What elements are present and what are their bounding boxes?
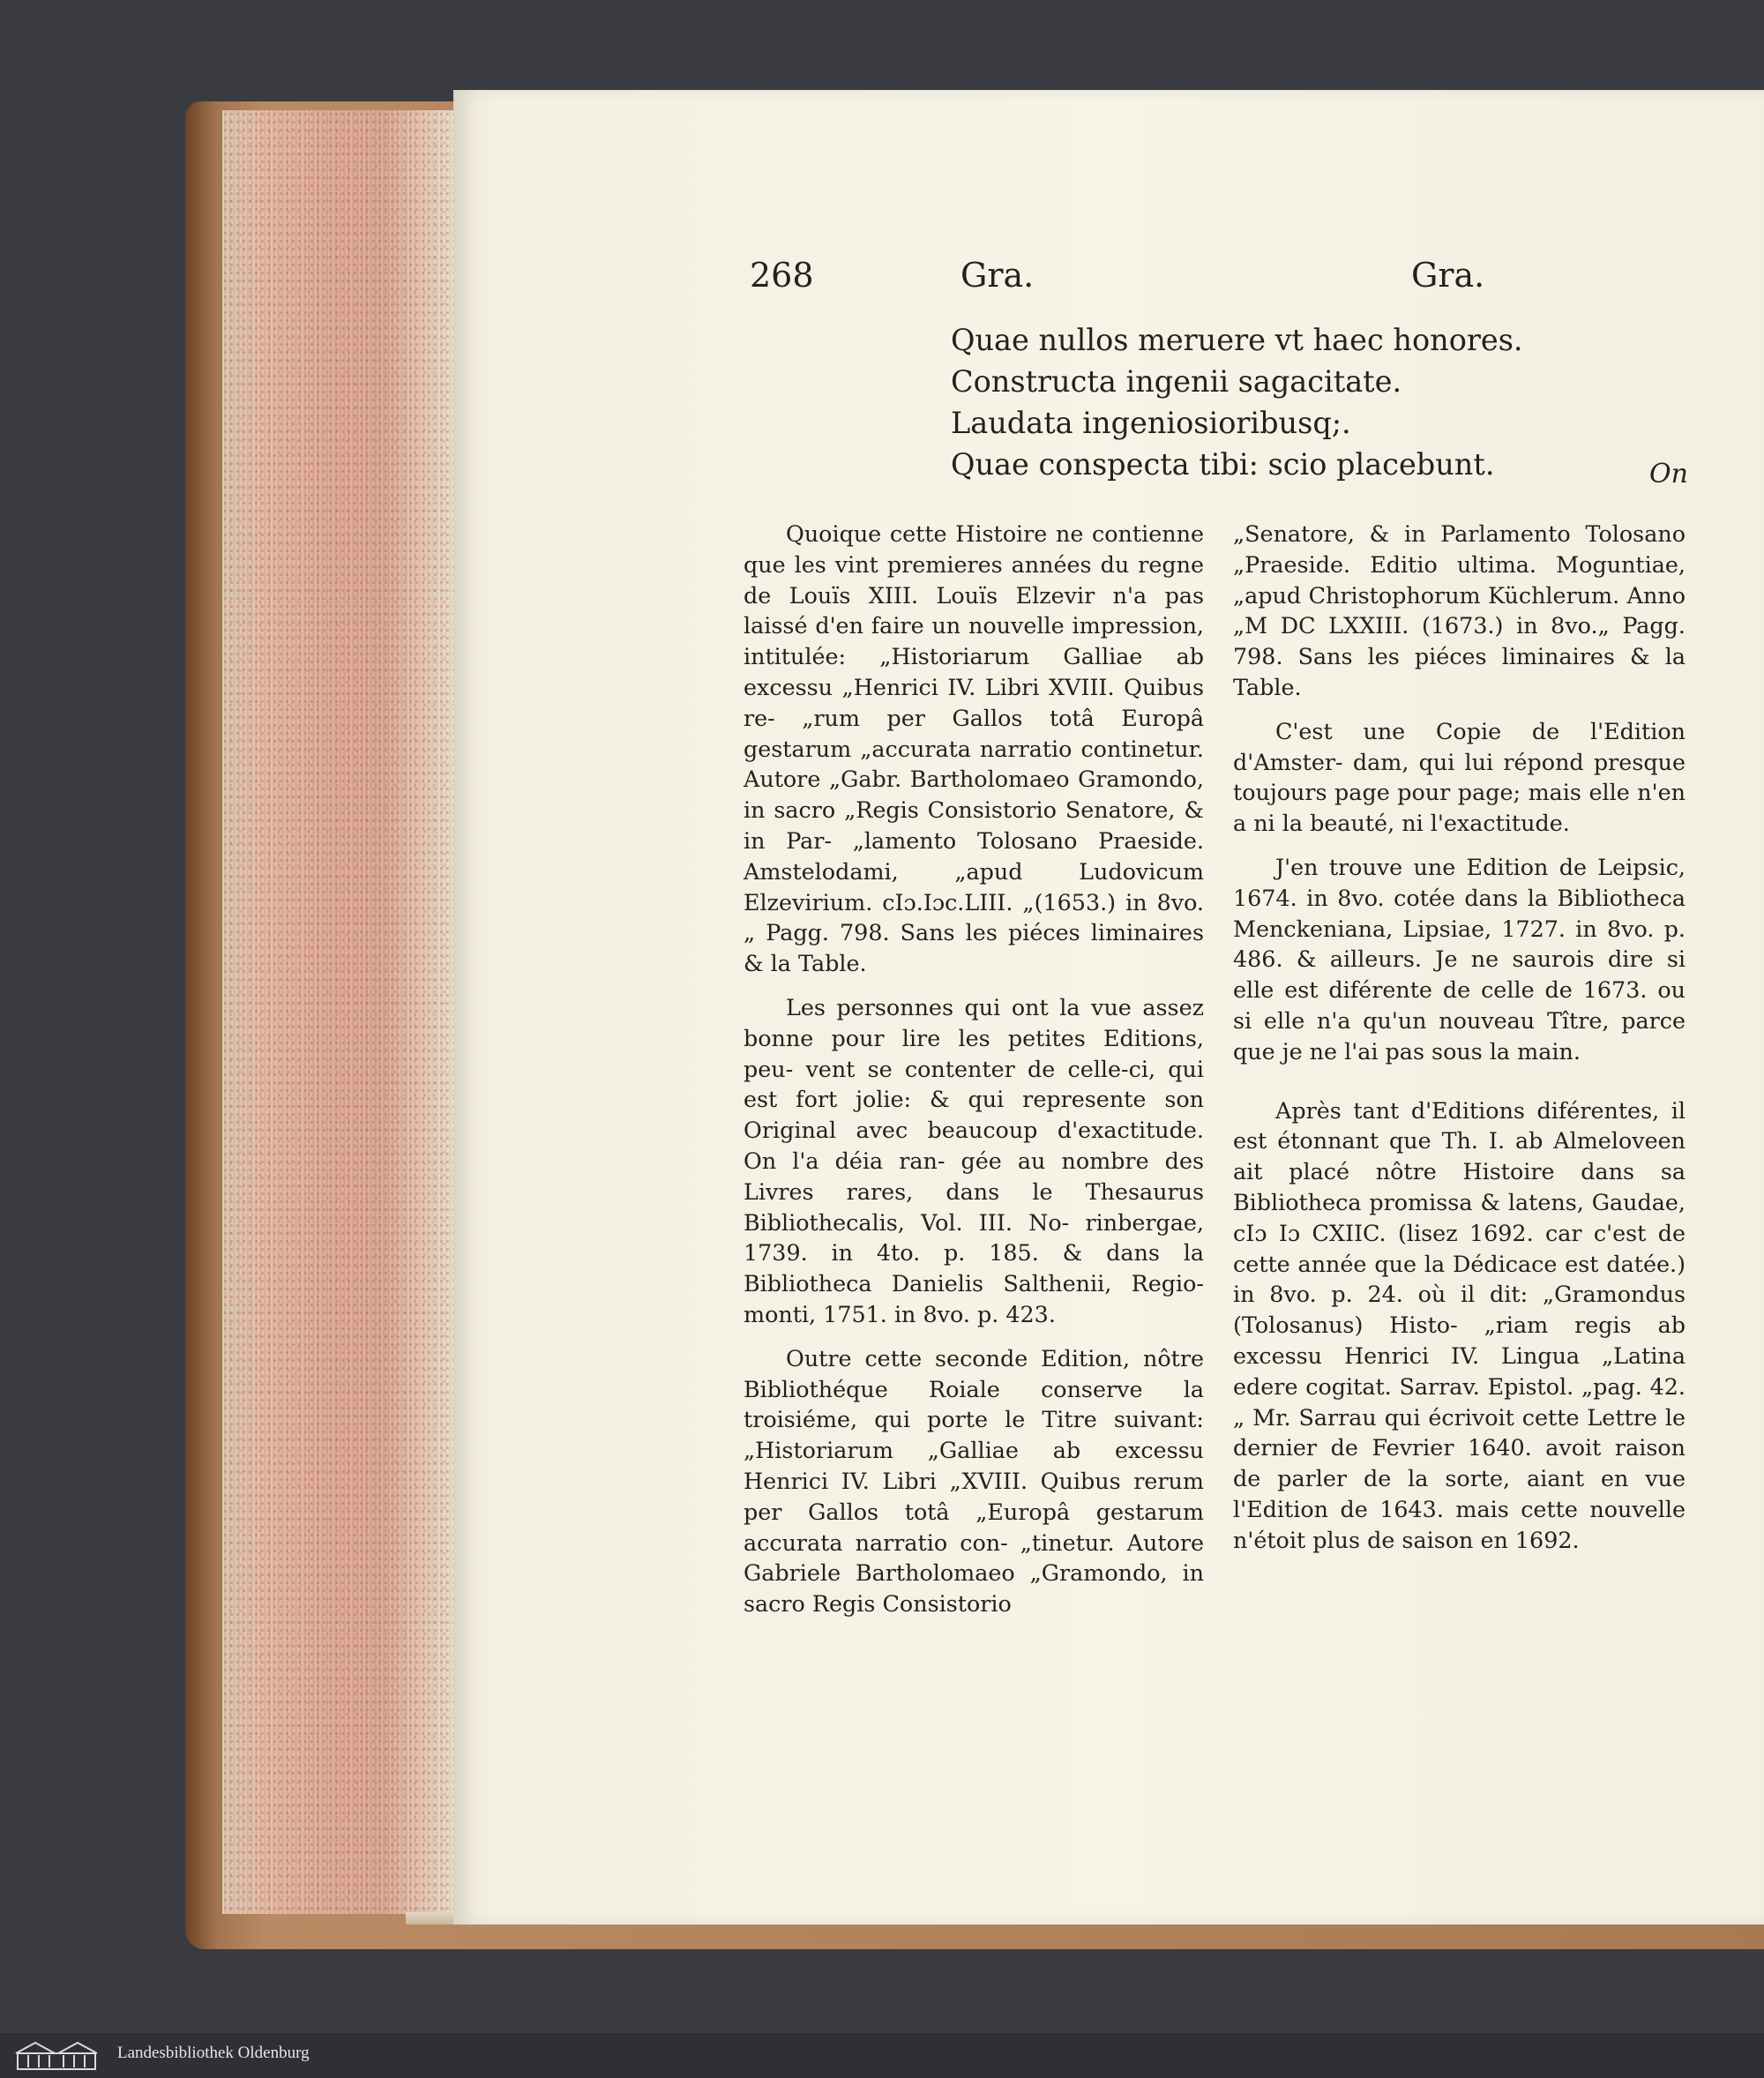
paragraph: Quoique cette Histoire ne contienne que les vint premieres années du regne de Louïs XIII. Louïs Elzevir n'a pas laissé d'en faire un nouvelle impression, intitulée: „Historiarum Galliae ab excessu „Henrici IV. Libri XVIII. Quibus re- „rum per Gallos totâ Europâ gestarum „accurata narratio continetur. Autore „Gabr. Bartholomaeo Gramondo, in sacro „Regis Consistorio Senatore, & in Par- „lamento Tolosano Praeside. Amstelodami, „apud Ludovicum Elzevirium. cIɔ.Iɔc.LIII. „(1653.) in 8vo. „ Pagg. 798. Sans les piéces liminaires & la Table. <box>744 520 1204 977</box>
poem-line: Constructa ingenii sagacitate. <box>951 364 1402 399</box>
catchword: On <box>1649 459 1688 490</box>
paragraph: Outre cette seconde Edition, nôtre Bibliothéque Roiale conserve la troisiéme, qui porte le Titre suivant: „Historiarum „Galliae ab excessu Henrici IV. Libri „XVIII. Quibus rerum per Gallos totâ „Europâ gestarum accurata narratio con- „tinetur. Autore Gabriele Bartholomaeo „Gramondo, in sacro Regis Consistorio <box>744 1344 1204 1618</box>
library-building-icon <box>12 2037 104 2073</box>
poem-line: Quae conspecta tibi: scio placebunt. <box>951 447 1495 482</box>
right-column <box>1233 519 1686 1556</box>
poem-line: Laudata ingeniosioribusq;. <box>951 406 1351 440</box>
poem-line: Quae nullos meruere vt haec honores. <box>951 323 1523 357</box>
paragraph: C'est une Copie de l'Edition d'Amster- dam, qui lui répond presque toujours page pour page; mais elle n'en a ni la beauté, ni l'exactitude. <box>1233 717 1686 837</box>
page-edge-red-speckled <box>222 110 453 1914</box>
paragraph: J'en trouve une Edition de Leipsic, 1674. in 8vo. cotée dans la Bibliotheca Menckeniana, Lipsiae, 1727. in 8vo. p. 486. & ailleurs. Je ne saurois dire si elle est diférente de celle de 1673. ou si elle n'a qu'un nouveau Tître, parce que je ne l'ai pas sous la main. <box>1233 853 1686 1065</box>
poem-block <box>951 319 1523 485</box>
running-head-left: Gra. <box>960 256 1035 295</box>
paragraph: „Senatore, & in Parlamento Tolosano „Praeside. Editio ultima. Moguntiae, „apud Christophorum Küchlerum. Anno „M DC LXXIII. (1673.) in 8vo.„ Pagg. 798. Sans les piéces liminaires & la Table. <box>1233 520 1686 700</box>
paragraph: Après tant d'Editions diférentes, il est étonnant que Th. I. ab Almeloveen ait placé nôtre Histoire dans sa Bibliotheca promissa & latens, Gaudae, cIɔ Iɔ CXIIC. (lisez 1692. car c'est de cette année que la Dédicace est datée.) in 8vo. p. 24. où il dit: „Gramondus (Tolosanus) Histo- „riam regis ab excessu Henrici IV. Lingua „Latina edere cogitat. Sarrav. Epistol. „pag. 42.„ Mr. Sarrau qui écrivoit cette Lettre le dernier de Fevrier 1640. avoit raison de parler de la sorte, aiant en vue l'Edition de 1643. mais cette nouvelle n'étoit plus de saison en 1692. <box>1233 1096 1686 1553</box>
running-head-right: Gra. <box>1411 256 1485 295</box>
page-number: 268 <box>750 256 814 295</box>
library-name: Landesbibliothek Oldenburg <box>117 2044 310 2062</box>
paragraph: Les personnes qui ont la vue assez bonne pour lire les petites Editions, peu- vent se contenter de celle-ci, qui est fort jolie: & qui represente son Original avec beaucoup d'exactitude. On l'a déia ran- gée au nombre des Livres rares, dans le Thesaurus Bibliothecalis, Vol. III. No- rinbergae, 1739. in 4to. p. 185. & dans la Bibliotheca Danielis Salthenii, Regio- monti, 1751. in 8vo. p. 423. <box>744 993 1204 1327</box>
left-column <box>744 519 1204 1619</box>
